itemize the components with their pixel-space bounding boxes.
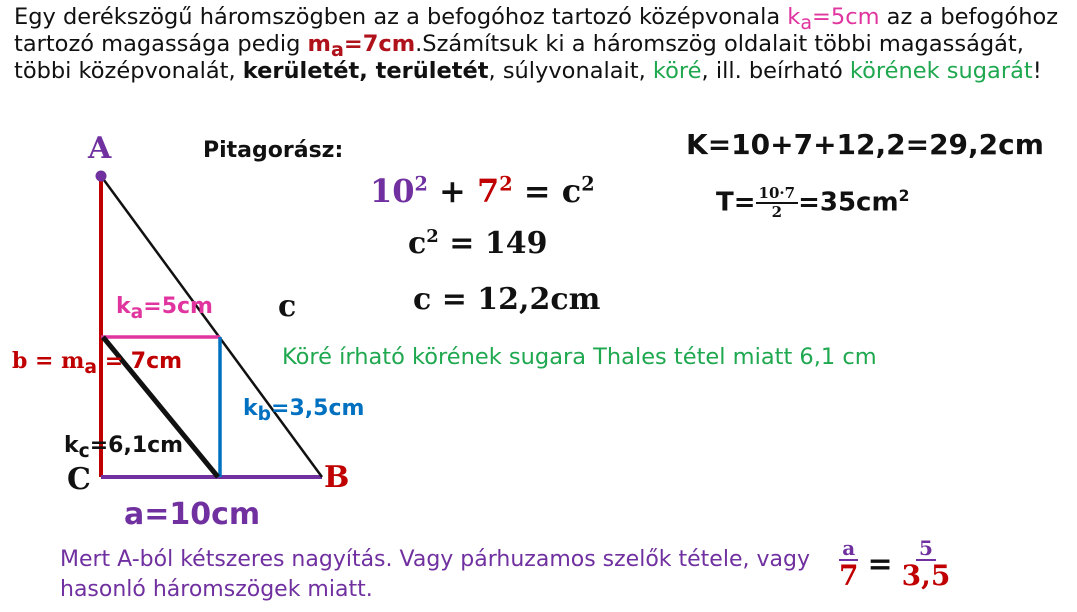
equation-2: $c^2 = 149$ (408, 226, 548, 261)
b-ma-diagram-label: $b = m_a = 7cm$ (12, 348, 183, 378)
problem-text-2: az a befogóhoz tartozó magassága pedig (14, 4, 1059, 57)
footnote-text: Mert A-ból kétszeres nagyítás. Vagy párhuzamos szelők tétele, vagy hasonló háromszögek miatt. (60, 547, 810, 602)
vertex-c-label: C (67, 462, 91, 497)
vertex-b-label: B (324, 460, 350, 495)
kb-diagram-label: $k_b=3,5cm$ (243, 396, 365, 425)
side-c-label: c (278, 289, 297, 324)
vertex-a-dot (96, 171, 107, 182)
perimeter-formula: K=10+7+12,2=29,2cm (686, 128, 1044, 161)
area-formula: T= $\frac{10\cdot 7}{2}$ $=35cm^2$ (716, 184, 910, 221)
ratio-equation: $\frac{a}{7}$ = $\frac{5}{3,5}$ (839, 536, 951, 592)
kore-text: köré (652, 58, 702, 84)
ka-term: $k_a=5cm$ (787, 4, 880, 34)
problem-text-3: .Számítsuk ki a háromszög oldalait többi magasságát, többi középvonalát, (14, 31, 1024, 84)
side-a-label: a=10cm (124, 497, 261, 532)
problem-text-4: , súlyvonalait, (488, 58, 653, 84)
ma-term: $m_a=7cm$ (307, 31, 416, 61)
vertex-a-label: A (88, 131, 112, 166)
pitagorasz-heading: Pitagorász: (203, 138, 344, 163)
hypotenuse-c-line (101, 176, 322, 477)
problem-text-6: ! (1032, 58, 1042, 84)
korenek-sugarat-text: körének sugarát (849, 58, 1033, 84)
circumcircle-note: Köré írható körének sugara Thales tétel miatt 6,1 cm (282, 344, 877, 370)
problem-text-1: Egy derékszögű háromszögben az a befogóhoz tartozó középvonala (14, 4, 788, 30)
kerulet-terulet-text: kerületét, területét (242, 58, 489, 84)
equation-3: c = 12,2cm (413, 282, 601, 317)
kc-diagram-label: $k_c=6,1cm$ (64, 433, 184, 462)
ka-diagram-label: $k_a=5cm$ (116, 294, 213, 323)
equation-1: $10^2 + 7^2 = c^2$ (370, 172, 595, 210)
problem-text-5: , ill. beírható (701, 58, 850, 84)
